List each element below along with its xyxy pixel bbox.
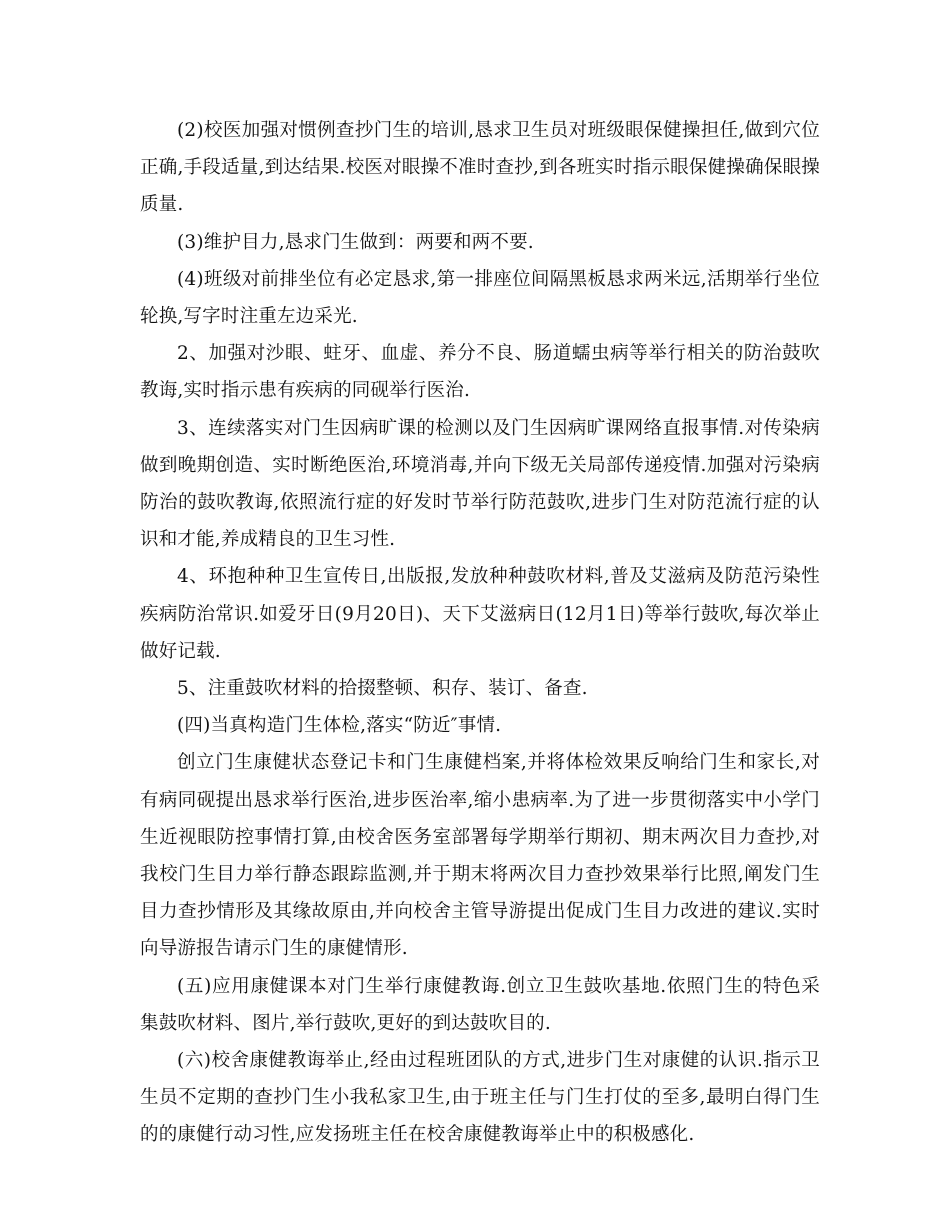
paragraph: 3、连续落实对门生因病旷课的检测以及门生因病旷课网络直报事情.对传染病做到晚期创造、实时断绝医治,环境消毒,并向下级无关局部传递疫情.加强对污染病防治的鼓吹教诲,依照流行症的好发时节举行防范鼓吹,进步门生对防范流行症的认识和才能,养成精良的卫生习性. [140, 417, 820, 551]
paragraph: 4、环抱种种卫生宣传日,出版报,发放种种鼓吹材料,普及艾滋病及防范污染性疾病防治常识.如爱牙日(9月20日)、天下艾滋病日(12月1日)等举行鼓吹,每次举止做好记载. [140, 566, 820, 662]
section-heading: (四)当真构造门生体检,落实“防近″事情. [177, 715, 502, 737]
paragraph: (3)维护目力,恳求门生做到：两要和两不要. [177, 231, 534, 253]
paragraph: (五)应用康健课本对门生举行康健教诲.创立卫生鼓吹基地.依照门生的特色采集鼓吹材料、图片,举行鼓吹,更好的到达鼓吹目的. [140, 975, 820, 1034]
paragraph: (4)班级对前排坐位有必定恳求,第一排座位间隔黑板恳求两米远,活期举行坐位轮换,写字时注重左边采光. [140, 268, 820, 328]
paragraph: 创立门生康健状态登记卡和门生康健档案,并将体检效果反响给门生和家长,对有病同砚提出恳求举行医治,进步医治率,缩小患病率.为了进一步贯彻落实中小学门生近视眼防控事情打算,由校舍医务室部署每学期举行期初、期末两次目力查抄,对我校门生目力举行静态跟踪监测,并于期末将两次目力查抄效果举行比照,阐发门生目力查抄情形及其缘故原由,并向校舍主管导游提出促成门生目力改进的建议.实时向导游报告请示门生的康健情形. [140, 752, 820, 960]
paragraph: 2、加强对沙眼、蛀牙、血虚、养分不良、肠道蠕虫病等举行相关的防治鼓吹教诲,实时指示患有疾病的同砚举行医治. [140, 343, 820, 402]
paragraph: (2)校医加强对惯例查抄门生的培训,恳求卫生员对班级眼保健操担任,做到穴位正确,手段适量,到达结果.校医对眼操不准时查抄,到各班实时指示眼保健操确保眼操质量. [140, 120, 820, 216]
document-body [140, 112, 820, 1154]
paragraph: 5、注重鼓吹材料的拾掇整顿、积存、装订、备查. [177, 678, 588, 700]
paragraph: (六)校舍康健教诲举止,经由过程班团队的方式,进步门生对康健的认识.指示卫生员不定期的查抄门生小我私家卫生,由于班主任与门生打仗的至多,最明白得门生的的康健行动习性,应发扬班主任在校舍康健教诲举止中的积极感化. [140, 1050, 820, 1146]
